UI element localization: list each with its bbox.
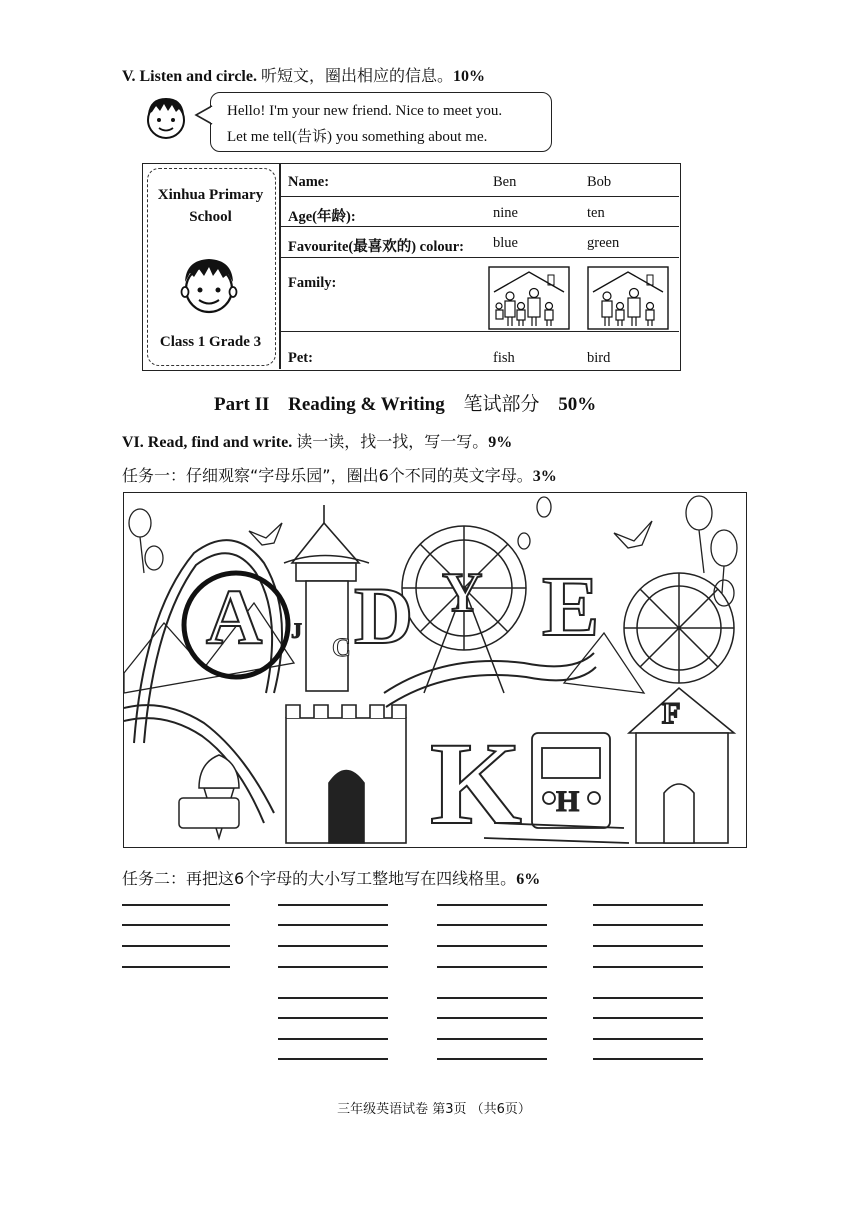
letter-a: A — [206, 573, 263, 660]
four-line-grid-line[interactable] — [122, 945, 230, 947]
four-line-grid-line[interactable] — [437, 924, 547, 926]
family-picture-1-icon[interactable] — [488, 266, 570, 335]
four-line-grid-line[interactable] — [593, 924, 703, 926]
four-line-grid-line[interactable] — [437, 997, 547, 999]
four-line-grid-line[interactable] — [278, 966, 388, 968]
letter-k: K — [430, 718, 522, 847]
part-2-heading — [214, 389, 596, 416]
letter-h: H — [556, 785, 580, 818]
page-footer: 三年级英语试卷 第3页 （共6页） — [337, 1102, 531, 1117]
four-line-grid-line[interactable] — [593, 966, 703, 968]
four-line-grid-line[interactable] — [278, 997, 388, 999]
option-fish[interactable]: fish — [493, 350, 515, 366]
row-divider — [280, 226, 679, 227]
class-label: Class 1 Grade 3 — [159, 334, 262, 350]
section-6-title: VI. Read, find and write. — [122, 434, 293, 451]
four-line-grid-line[interactable] — [122, 924, 230, 926]
bubble-tail-icon — [194, 104, 214, 131]
option-ben[interactable]: Ben — [493, 174, 517, 190]
castle-gate-icon — [286, 705, 406, 843]
four-line-grid-line[interactable] — [437, 1058, 547, 1060]
four-line-grid-line[interactable] — [437, 945, 547, 947]
four-line-grid-line[interactable] — [278, 924, 388, 926]
section-6-instruction: 读一读，找一找，写一写。 — [296, 432, 489, 451]
four-line-grid-line[interactable] — [278, 1038, 388, 1040]
part-2-score: 50% — [558, 394, 597, 415]
school-name-line-2: School — [189, 209, 232, 225]
row-divider — [280, 196, 679, 197]
letter-park-illustration — [124, 493, 746, 847]
four-line-grid-line[interactable] — [278, 1017, 388, 1019]
speech-bubble — [210, 92, 552, 152]
part-2-title: Reading & Writing — [288, 394, 445, 415]
letter-e: E — [542, 558, 600, 654]
task-2 — [122, 866, 540, 889]
option-blue[interactable]: blue — [493, 235, 518, 251]
letter-y: Y — [442, 562, 483, 624]
four-line-grid-line[interactable] — [437, 904, 547, 906]
letter-f: F — [662, 697, 681, 730]
task-2-text: 任务二：再把这6个字母的大小写工整地写在四线格里。 — [122, 869, 517, 888]
table-divider — [279, 163, 281, 369]
ferris-wheel-icon — [624, 573, 734, 683]
task-1 — [122, 463, 557, 486]
task-1-text: 任务一：仔细观察“字母乐园”，圈出6个不同的英文字母。 — [122, 466, 533, 485]
section-5-instruction: 听短文，圈出相应的信息。 — [260, 66, 453, 85]
boy-avatar-icon — [140, 92, 192, 147]
family-picture-2-icon[interactable] — [587, 266, 669, 335]
task-2-score: 6% — [516, 871, 541, 888]
part-2-label: Part II — [214, 394, 270, 415]
four-line-grid-line[interactable] — [593, 997, 703, 999]
letter-c: C — [332, 633, 351, 662]
row-label-pet: Pet: — [288, 350, 313, 366]
row-label-family: Family: — [288, 275, 337, 291]
school-name-line-1: Xinhua Primary — [157, 187, 264, 203]
letter-d: D — [354, 570, 414, 661]
four-line-grid-line[interactable] — [593, 1058, 703, 1060]
row-label-colour: Favourite(最喜欢的) colour: — [288, 239, 464, 255]
letter-park-picture — [123, 492, 747, 848]
four-line-grid-line[interactable] — [122, 966, 230, 968]
four-line-grid-line[interactable] — [593, 945, 703, 947]
section-5-heading — [122, 63, 485, 86]
four-line-grid-line[interactable] — [593, 1017, 703, 1019]
option-bird[interactable]: bird — [587, 350, 611, 366]
option-bob[interactable]: Bob — [587, 174, 612, 190]
student-face-icon — [176, 252, 242, 323]
section-6-heading — [122, 429, 512, 452]
bubble-line-2: Let me tell(告诉) you something about me. — [227, 129, 488, 145]
option-nine[interactable]: nine — [493, 205, 518, 221]
four-line-grid-line[interactable] — [278, 904, 388, 906]
four-line-grid-line[interactable] — [593, 1038, 703, 1040]
task-1-score: 3% — [532, 468, 557, 485]
section-5-title: V. Listen and circle. — [122, 68, 257, 85]
option-green[interactable]: green — [587, 235, 620, 251]
letter-j: J — [291, 618, 302, 643]
row-label-age: Age(年龄): — [288, 209, 356, 225]
part-2-cn: 笔试部分 — [463, 393, 540, 415]
four-line-grid-line[interactable] — [122, 904, 230, 906]
section-5-score: 10% — [452, 68, 485, 85]
section-6-score: 9% — [488, 434, 513, 451]
four-line-grid-line[interactable] — [278, 1058, 388, 1060]
option-ten[interactable]: ten — [587, 205, 605, 221]
four-line-grid-line[interactable] — [437, 1017, 547, 1019]
bubble-line-1: Hello! I'm your new friend. Nice to meet you. — [227, 103, 503, 119]
four-line-grid-line[interactable] — [278, 945, 388, 947]
row-label-name: Name: — [288, 174, 330, 190]
four-line-grid-line[interactable] — [437, 1038, 547, 1040]
row-divider — [280, 257, 679, 258]
four-line-grid-line[interactable] — [437, 966, 547, 968]
four-line-grid-line[interactable] — [593, 904, 703, 906]
